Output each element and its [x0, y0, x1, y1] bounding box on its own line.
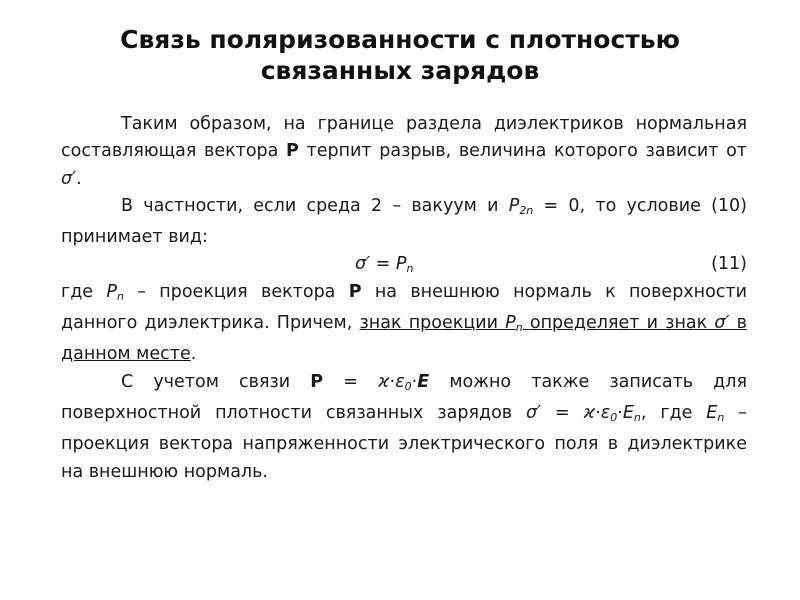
paragraph-2: В частности, если среда 2 – вакуум и $P_{2n} = 0$, то условие (10) принимает вид:	[61, 195, 747, 248]
slide-body	[61, 111, 747, 486]
paragraph-3: где $P_n$ – проекция вектора P на внешнюю нормаль к поверхности данного диэлектрика. Причем, знак проекции $P_n$ определяет и знак σ′ в данном месте.	[61, 281, 747, 365]
title-line-2: связанных зарядов	[260, 56, 540, 85]
underlined-statement: знак проекции $P_n$ определяет и знак σ′ в данном месте	[61, 313, 747, 365]
title-line-1: Связь поляризованности с плотностью	[120, 25, 680, 54]
equation-formula: $\sigma' = P_n$	[355, 254, 414, 276]
slide-title	[60, 24, 740, 86]
paragraph-1: Таким образом, на границе раздела диэлектриков нормальная составляющая вектора P терпит разрыв, величина которого зависит от σ′.	[61, 114, 747, 189]
vector-p: P	[286, 141, 299, 162]
equation-number: (11)	[711, 254, 747, 275]
equation-11	[61, 251, 747, 278]
paragraph-4: С учетом связи $P = ϰ\cdot\varepsilon_0\cdot E$ можно также записать для поверхностной плотности связанных зарядов $\sigma' = ϰ\cdot\varepsilon_0\cdot E_n$, где $E_n$ – проекция вектора напряженности электрического поля в диэлектрике на внешнюю нормаль.	[61, 371, 747, 482]
sigma-symbol: σ′	[61, 168, 77, 189]
